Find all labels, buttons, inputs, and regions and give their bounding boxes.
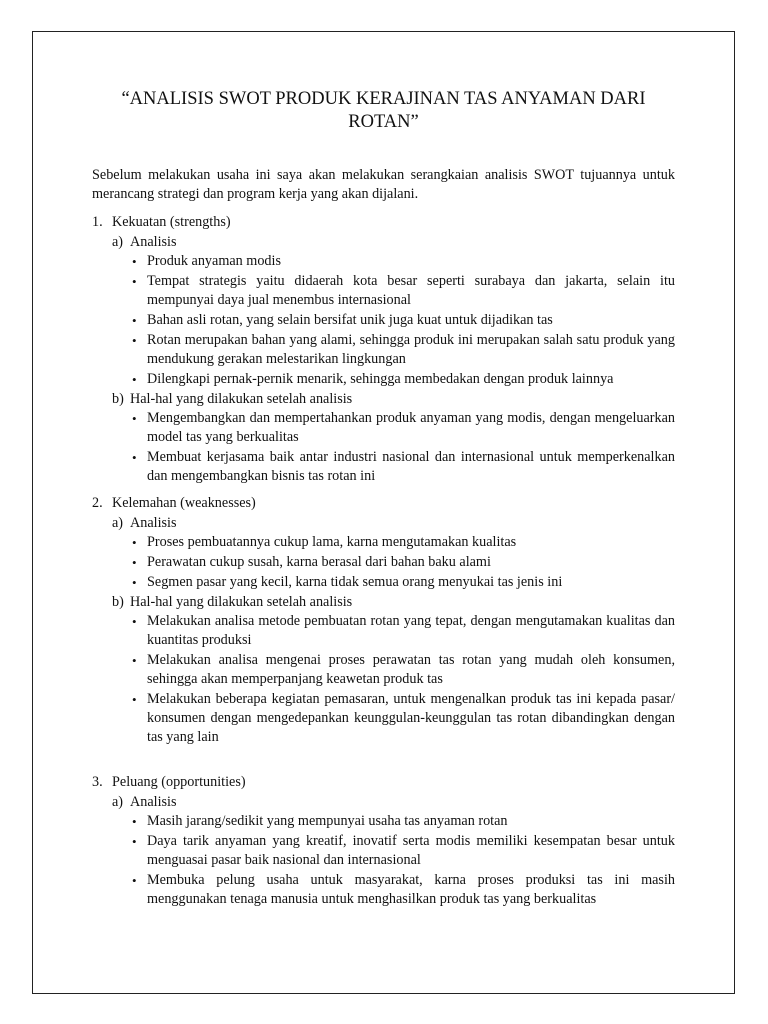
subsection-letter: a)	[112, 515, 124, 531]
list-item-text: Melakukan analisa mengenai proses perawatan tas rotan yang mudah oleh konsumen, sehingga akan memperpanjang keawetan produk tas	[147, 652, 675, 687]
list-item-text: Segmen pasar yang kecil, karna tidak semua orang menyukai tas jenis ini	[147, 574, 563, 590]
bullet-icon: •	[132, 873, 137, 888]
bullet-icon: •	[132, 274, 137, 289]
bullet-list	[92, 252, 675, 389]
section-heading	[92, 494, 675, 513]
section-title: Kekuatan (strengths)	[112, 214, 231, 230]
list-item	[92, 871, 675, 909]
list-item-text: Proses pembuatannya cukup lama, karna mengutamakan kualitas	[147, 534, 517, 550]
section-weaknesses	[92, 494, 675, 748]
list-item	[92, 832, 675, 870]
subsection-letter: a)	[112, 234, 124, 250]
subsection-letter: b)	[112, 391, 124, 407]
bullet-icon: •	[132, 834, 137, 849]
bullet-icon: •	[132, 814, 137, 829]
bullet-icon: •	[132, 450, 137, 465]
bullet-icon: •	[132, 575, 137, 590]
bullet-list	[92, 409, 675, 486]
list-item	[92, 252, 675, 271]
subsection	[92, 233, 675, 389]
list-item	[92, 651, 675, 689]
list-item	[92, 553, 675, 572]
subsection-heading	[92, 593, 675, 612]
list-item	[92, 409, 675, 447]
subsection	[92, 793, 675, 909]
bullet-icon: •	[132, 692, 137, 707]
subsection-title: Analisis	[130, 234, 177, 250]
subsection	[92, 390, 675, 486]
section-number: 2.	[92, 495, 103, 511]
list-item-text: Dilengkapi pernak-pernik menarik, sehingga membedakan dengan produk lainnya	[147, 371, 614, 387]
section-strengths	[92, 213, 675, 487]
bullet-icon: •	[132, 411, 137, 426]
list-item	[92, 331, 675, 369]
subsection-heading	[92, 390, 675, 409]
list-item-text: Membuat kerjasama baik antar industri nasional dan internasional untuk memperkenalkan dan mengembangkan bisnis tas rotan ini	[147, 449, 675, 484]
section-heading	[92, 773, 675, 792]
document-title: “ANALISIS SWOT PRODUK KERAJINAN TAS ANYAMAN DARI ROTAN”	[121, 89, 646, 132]
list-item	[92, 612, 675, 650]
bullet-list	[92, 612, 675, 747]
bullet-icon: •	[132, 653, 137, 668]
subsection-letter: b)	[112, 594, 124, 610]
bullet-icon: •	[132, 254, 137, 269]
list-item-text: Rotan merupakan bahan yang alami, sehingga produk ini merupakan salah satu produk yang mendukung gerakan melestarikan lingkungan	[147, 332, 675, 367]
list-item	[92, 533, 675, 552]
list-item-text: Membuka pelung usaha untuk masyarakat, karna proses produksi tas ini masih menggunakan tenaga manusia untuk menghasilkan produk tas yang berkualitas	[147, 872, 675, 907]
section-number: 3.	[92, 774, 103, 790]
list-item-text: Tempat strategis yaitu didaerah kota besar seperti surabaya dan jakarta, selain itu mempunyai daya jual menembus internasional	[147, 273, 675, 308]
subsection	[92, 514, 675, 592]
subsection-title: Hal-hal yang dilakukan setelah analisis	[130, 391, 353, 407]
list-item-text: Produk anyaman modis	[147, 253, 281, 269]
list-item-text: Daya tarik anyaman yang kreatif, inovatif serta modis memiliki kesempatan besar untuk menguasai pasar baik nasional dan internasional	[147, 833, 675, 868]
list-item	[92, 573, 675, 592]
list-item	[92, 272, 675, 310]
section-opportunities	[92, 773, 675, 910]
list-item-text: Perawatan cukup susah, karna berasal dari bahan baku alami	[147, 554, 491, 570]
section-title: Peluang (opportunities)	[112, 774, 246, 790]
subsection-title: Analisis	[130, 515, 177, 531]
bullet-icon: •	[132, 372, 137, 387]
bullet-icon: •	[132, 614, 137, 629]
subsection-title: Analisis	[130, 794, 177, 810]
list-item	[92, 448, 675, 486]
list-item-text: Mengembangkan dan mempertahankan produk anyaman yang modis, dengan mengeluarkan model tas yang berkualitas	[147, 410, 675, 445]
subsection	[92, 593, 675, 747]
list-item	[92, 690, 675, 747]
subsection-letter: a)	[112, 794, 124, 810]
bullet-list	[92, 812, 675, 909]
section-title: Kelemahan (weaknesses)	[112, 495, 256, 511]
bullet-icon: •	[132, 313, 137, 328]
list-item	[92, 370, 675, 389]
bullet-icon: •	[132, 535, 137, 550]
section-number: 1.	[92, 214, 103, 230]
list-item	[92, 812, 675, 831]
subsection-title: Hal-hal yang dilakukan setelah analisis	[130, 594, 353, 610]
bullet-icon: •	[132, 333, 137, 348]
list-item-text: Bahan asli rotan, yang selain bersifat unik juga kuat untuk dijadikan tas	[147, 312, 553, 328]
intro-paragraph: Sebelum melakukan usaha ini saya akan melakukan serangkaian analisis SWOT tujuannya untuk merancang strategi dan program kerja yang akan dijalani.	[92, 167, 675, 202]
list-item-text: Melakukan analisa metode pembuatan rotan yang tepat, dengan mengutamakan kualitas dan kuantitas produksi	[147, 613, 675, 648]
subsection-heading	[92, 233, 675, 252]
subsection-heading	[92, 514, 675, 533]
list-item-text: Masih jarang/sedikit yang mempunyai usaha tas anyaman rotan	[147, 813, 508, 829]
list-item	[92, 311, 675, 330]
list-item-text: Melakukan beberapa kegiatan pemasaran, untuk mengenalkan produk tas ini kepada pasar/ konsumen dengan mengedepankan keunggulan-keunggulan tas rotan dibandingkan dengan tas yang lain	[147, 691, 675, 745]
subsection-heading	[92, 793, 675, 812]
section-heading	[92, 213, 675, 232]
bullet-icon: •	[132, 555, 137, 570]
bullet-list	[92, 533, 675, 592]
